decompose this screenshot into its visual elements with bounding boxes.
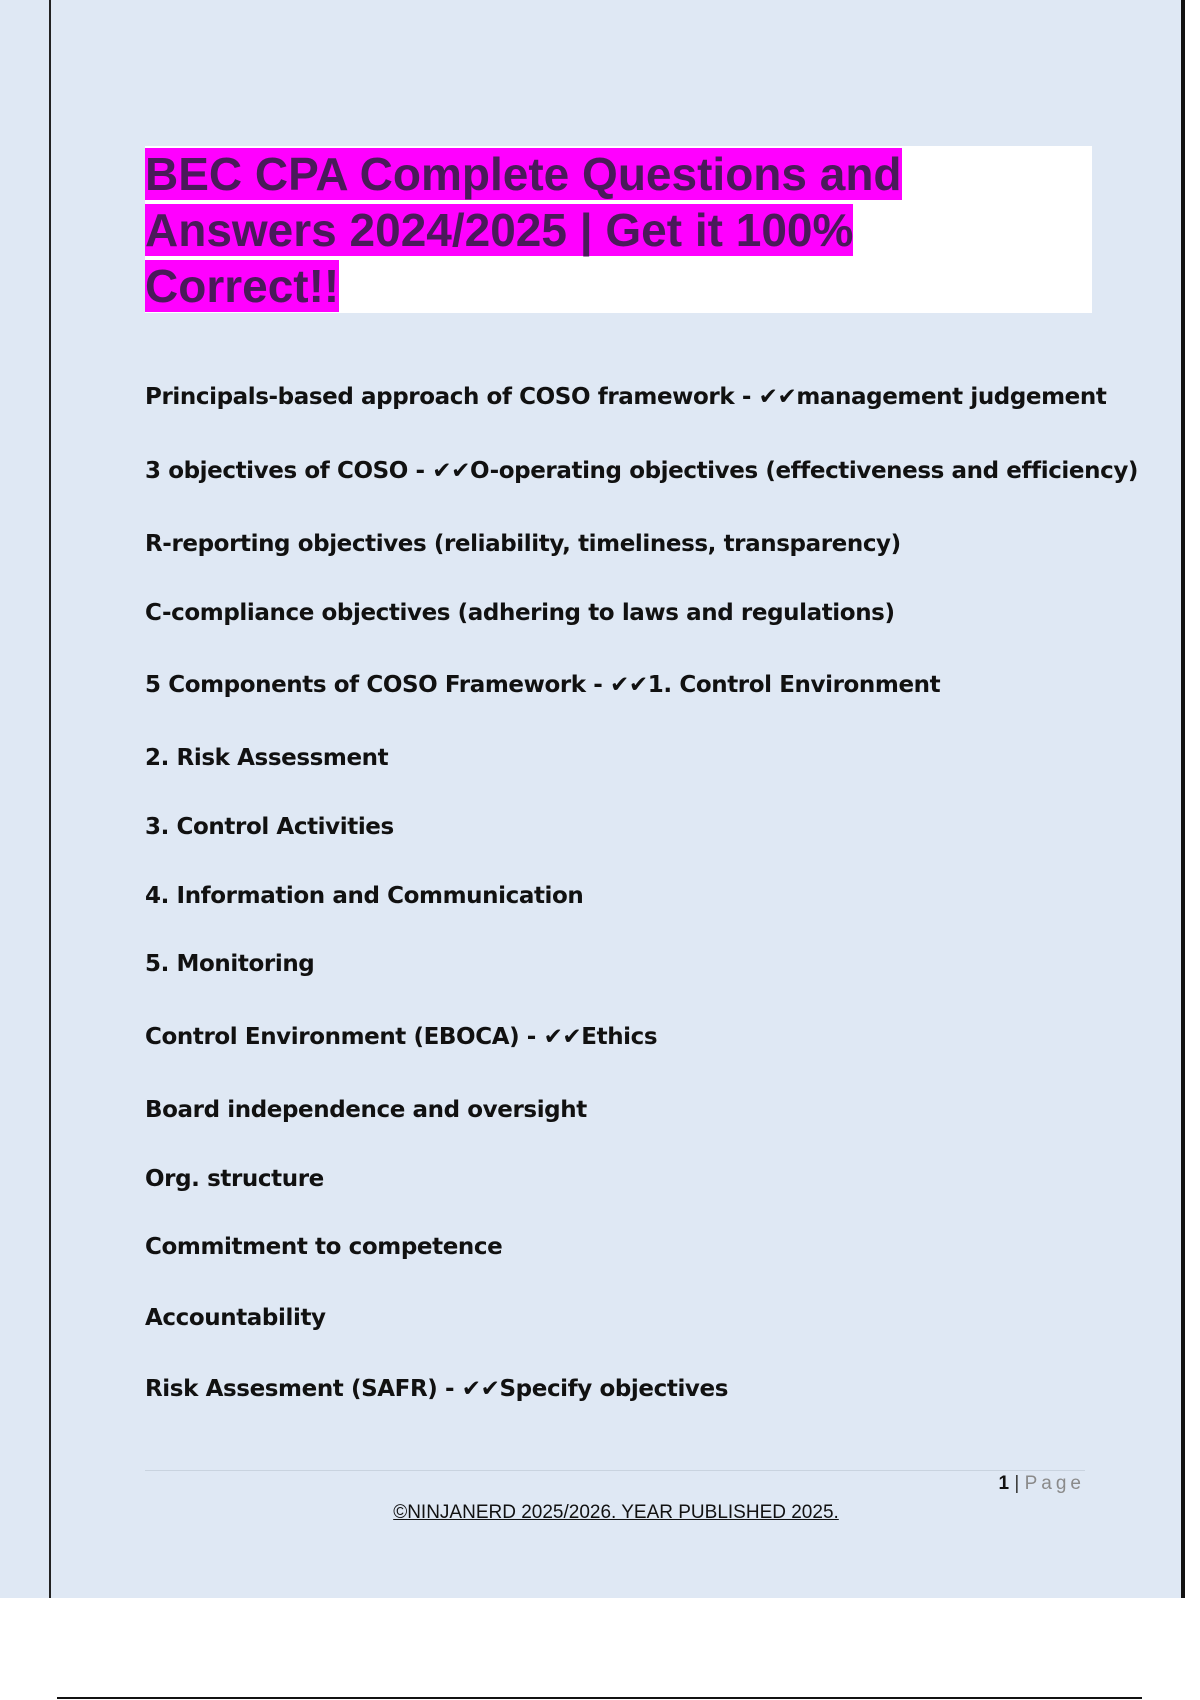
left-gutter (0, 0, 49, 1598)
page-number-value: 1 (998, 1473, 1010, 1494)
qa-line: 5. Monitoring (145, 951, 315, 977)
qa-line: R-reporting objectives (reliability, timeliness, transparency) (145, 531, 901, 557)
title-line-2: Answers 2024/2025 | Get it 100% (145, 204, 854, 256)
qa-line: Accountability (145, 1305, 326, 1331)
qa-line: 3. Control Activities (145, 814, 394, 840)
qa-line: 2. Risk Assessment (145, 745, 389, 771)
page-number-separator: | (1014, 1473, 1020, 1494)
document-title (145, 146, 965, 314)
bottom-divider (57, 1697, 1142, 1699)
qa-line: Board independence and oversight (145, 1097, 587, 1123)
qa-line: Org. structure (145, 1166, 324, 1192)
qa-line: 3 objectives of COSO - ✔✔O-operating objectives (effectiveness and efficiency) (145, 458, 1139, 484)
footer-divider (145, 1470, 1085, 1471)
qa-line: Principals-based approach of COSO framework - ✔✔management judgement (145, 384, 1107, 410)
qa-line: Commitment to competence (145, 1234, 503, 1260)
qa-line: 4. Information and Communication (145, 883, 584, 909)
qa-line: 5 Components of COSO Framework - ✔✔1. Control Environment (145, 672, 941, 698)
title-block (145, 146, 1092, 313)
page-label: Page (1024, 1473, 1085, 1494)
title-line-1: BEC CPA Complete Questions and (145, 148, 902, 200)
title-line-3: Correct!! (145, 260, 340, 312)
qa-line: Risk Assesment (SAFR) - ✔✔Specify objectives (145, 1376, 729, 1402)
qa-line: Control Environment (EBOCA) - ✔✔Ethics (145, 1024, 658, 1050)
page-number (999, 1473, 1085, 1495)
copyright-notice: ©NINJANERD 2025/2026. YEAR PUBLISHED 2025. (393, 1502, 839, 1523)
qa-line: C-compliance objectives (adhering to laws and regulations) (145, 600, 895, 626)
